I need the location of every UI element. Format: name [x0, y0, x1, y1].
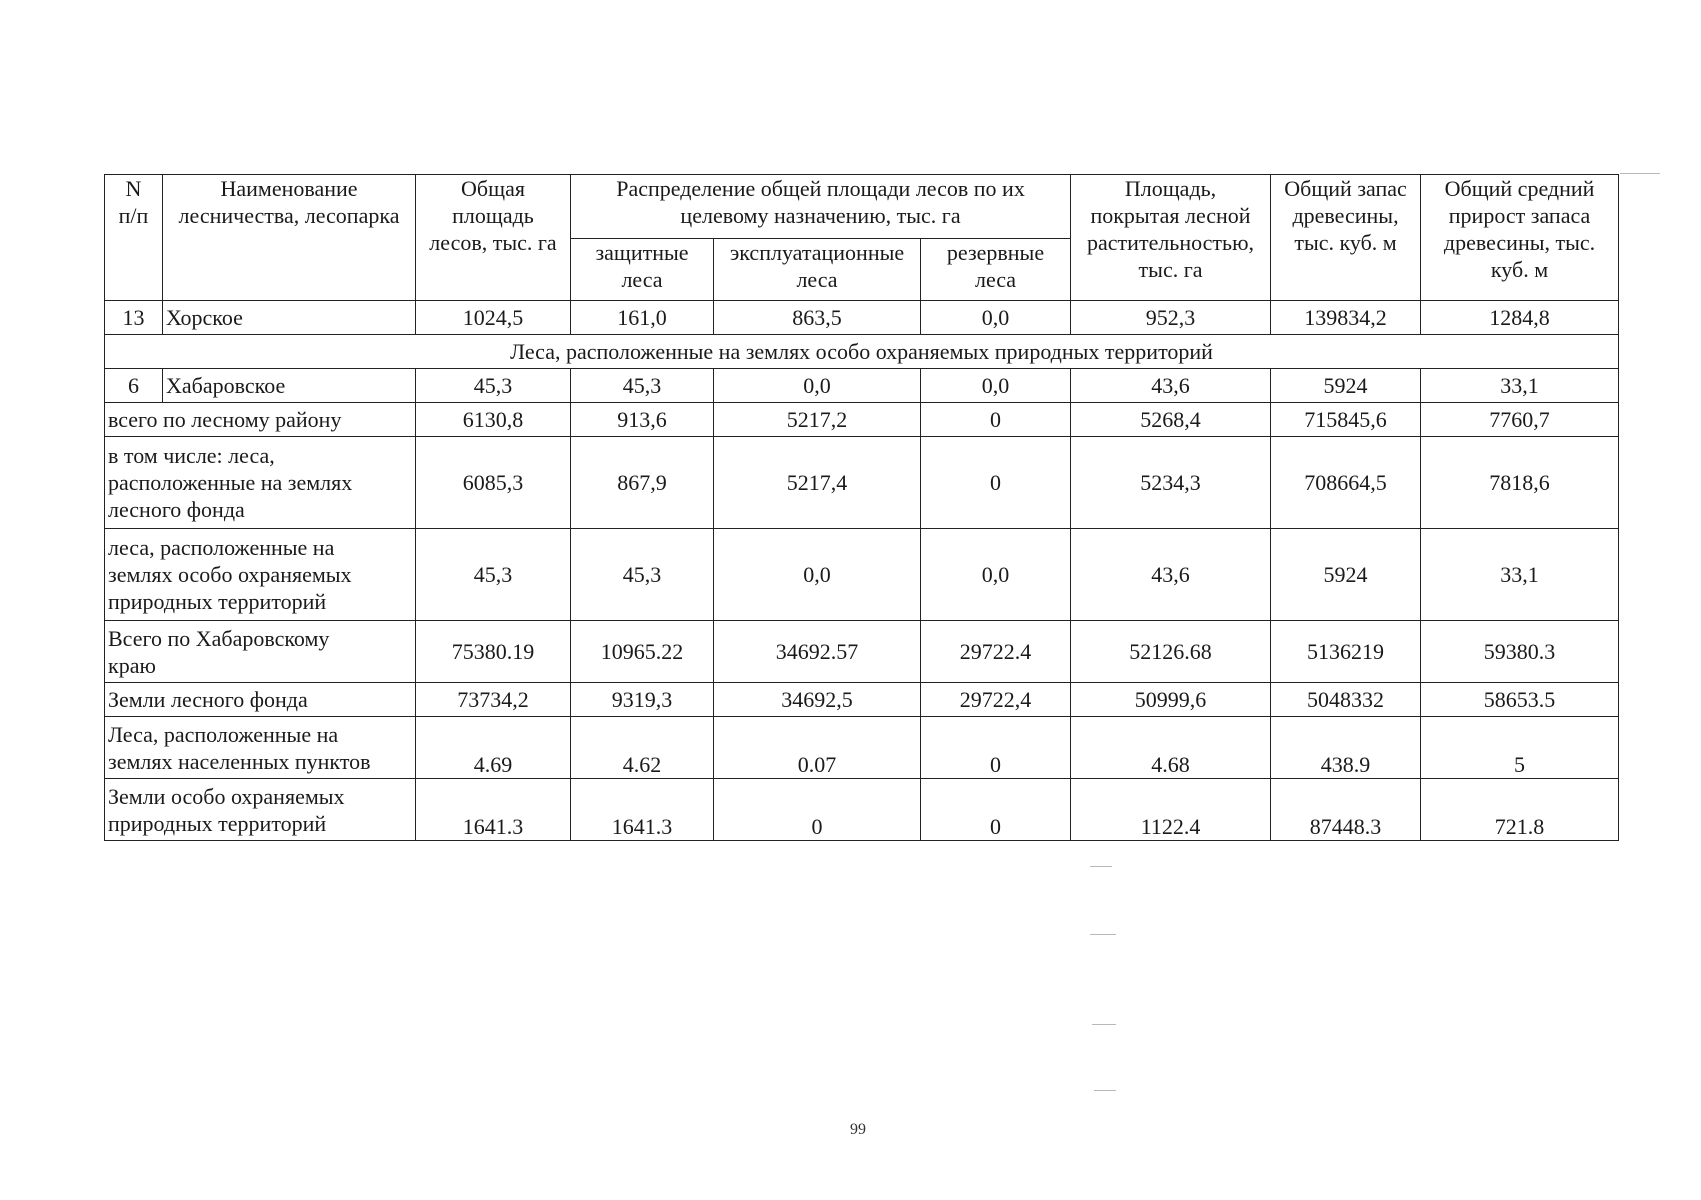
cell-increment: 7818,6 — [1421, 437, 1619, 529]
header-distribution: Распределение общей площади лесов по их целевому назначению, тыс. га — [571, 175, 1071, 239]
scan-speck — [1094, 1090, 1116, 1091]
cell-increment: 58653.5 — [1421, 683, 1619, 717]
section-heading: Леса, расположенные на землях особо охраняемых природных территорий — [105, 335, 1619, 369]
row-name: всего по лесному району — [105, 403, 416, 437]
cell-protective: 161,0 — [571, 301, 714, 335]
cell-covered: 50999,6 — [1071, 683, 1271, 717]
cell-total: 6085,3 — [416, 437, 571, 529]
cell-stock: 87448.3 — [1271, 779, 1421, 841]
cell-reserve: 29722,4 — [921, 683, 1071, 717]
cell-protective: 913,6 — [571, 403, 714, 437]
scan-speck — [1090, 866, 1112, 867]
cell-stock: 139834,2 — [1271, 301, 1421, 335]
cell-reserve: 0,0 — [921, 369, 1071, 403]
header-exploitation: эксплуатационные леса — [714, 239, 921, 301]
cell-reserve: 29722.4 — [921, 621, 1071, 683]
row-name: Земли лесного фонда — [105, 683, 416, 717]
cell-protective: 10965.22 — [571, 621, 714, 683]
cell-protective: 9319,3 — [571, 683, 714, 717]
table-row — [105, 683, 1619, 717]
table-row — [105, 437, 1619, 529]
table-row — [105, 621, 1619, 683]
cell-reserve: 0,0 — [921, 301, 1071, 335]
cell-increment: 7760,7 — [1421, 403, 1619, 437]
cell-covered: 43,6 — [1071, 529, 1271, 621]
page-number: 99 — [850, 1121, 866, 1138]
row-num: 6 — [105, 369, 163, 403]
cell-increment: 721.8 — [1421, 779, 1619, 841]
cell-protective: 45,3 — [571, 529, 714, 621]
cell-exploitation: 0.07 — [714, 717, 921, 779]
header-num: N п/п — [105, 175, 163, 301]
cell-exploitation: 863,5 — [714, 301, 921, 335]
cell-covered: 4.68 — [1071, 717, 1271, 779]
header-increment: Общий средний прирост запаса древесины, тыс. куб. м — [1421, 175, 1619, 301]
cell-increment: 59380.3 — [1421, 621, 1619, 683]
cell-exploitation: 0,0 — [714, 529, 921, 621]
cell-exploitation: 0 — [714, 779, 921, 841]
cell-stock: 5924 — [1271, 369, 1421, 403]
row-name: в том числе: леса, расположенные на землях лесного фонда — [105, 437, 416, 529]
cell-total: 45,3 — [416, 529, 571, 621]
header-covered-area: Площадь, покрытая лесной растительностью, тыс. га — [1071, 175, 1271, 301]
row-name: леса, расположенные на землях особо охраняемых природных территорий — [105, 529, 416, 621]
cell-total: 1641.3 — [416, 779, 571, 841]
cell-covered: 5268,4 — [1071, 403, 1271, 437]
row-name: Хабаровское — [163, 369, 416, 403]
cell-stock: 5136219 — [1271, 621, 1421, 683]
cell-protective: 4.62 — [571, 717, 714, 779]
table-row — [105, 369, 1619, 403]
section-heading-row — [105, 335, 1619, 369]
cell-covered: 952,3 — [1071, 301, 1271, 335]
cell-total: 45,3 — [416, 369, 571, 403]
cell-exploitation: 0,0 — [714, 369, 921, 403]
cell-total: 1024,5 — [416, 301, 571, 335]
cell-stock: 438.9 — [1271, 717, 1421, 779]
row-name: Земли особо охраняемых природных территорий — [105, 779, 416, 841]
cell-increment: 33,1 — [1421, 529, 1619, 621]
forest-distribution-table — [104, 174, 1619, 841]
table-row — [105, 529, 1619, 621]
row-name: Леса, расположенные на землях населенных пунктов — [105, 717, 416, 779]
header-stock: Общий запас древесины, тыс. куб. м — [1271, 175, 1421, 301]
cell-protective: 1641.3 — [571, 779, 714, 841]
header-reserve: резервные леса — [921, 239, 1071, 301]
cell-covered: 52126.68 — [1071, 621, 1271, 683]
cell-reserve: 0 — [921, 403, 1071, 437]
cell-increment: 5 — [1421, 717, 1619, 779]
cell-total: 75380.19 — [416, 621, 571, 683]
cell-covered: 1122.4 — [1071, 779, 1271, 841]
cell-stock: 708664,5 — [1271, 437, 1421, 529]
header-total-area: Общая площадь лесов, тыс. га — [416, 175, 571, 301]
row-name: Всего по Хабаровскому краю — [105, 621, 416, 683]
cell-exploitation: 34692,5 — [714, 683, 921, 717]
cell-stock: 5048332 — [1271, 683, 1421, 717]
scan-speck — [1620, 173, 1660, 174]
table-row — [105, 779, 1619, 841]
scan-speck — [1090, 934, 1116, 935]
header-protective: защитные леса — [571, 239, 714, 301]
table-row — [105, 717, 1619, 779]
cell-covered: 5234,3 — [1071, 437, 1271, 529]
cell-reserve: 0 — [921, 437, 1071, 529]
cell-reserve: 0 — [921, 717, 1071, 779]
cell-exploitation: 5217,2 — [714, 403, 921, 437]
cell-reserve: 0,0 — [921, 529, 1071, 621]
row-num: 13 — [105, 301, 163, 335]
cell-stock: 715845,6 — [1271, 403, 1421, 437]
cell-protective: 867,9 — [571, 437, 714, 529]
cell-increment: 33,1 — [1421, 369, 1619, 403]
cell-exploitation: 5217,4 — [714, 437, 921, 529]
row-name: Хорское — [163, 301, 416, 335]
cell-exploitation: 34692.57 — [714, 621, 921, 683]
cell-total: 73734,2 — [416, 683, 571, 717]
header-row — [105, 175, 1619, 239]
table-row — [105, 403, 1619, 437]
cell-stock: 5924 — [1271, 529, 1421, 621]
cell-reserve: 0 — [921, 779, 1071, 841]
cell-covered: 43,6 — [1071, 369, 1271, 403]
scan-speck — [1092, 1024, 1116, 1025]
table-row — [105, 301, 1619, 335]
cell-total: 6130,8 — [416, 403, 571, 437]
cell-increment: 1284,8 — [1421, 301, 1619, 335]
header-name: Наименование лесничества, лесопарка — [163, 175, 416, 301]
cell-protective: 45,3 — [571, 369, 714, 403]
cell-total: 4.69 — [416, 717, 571, 779]
